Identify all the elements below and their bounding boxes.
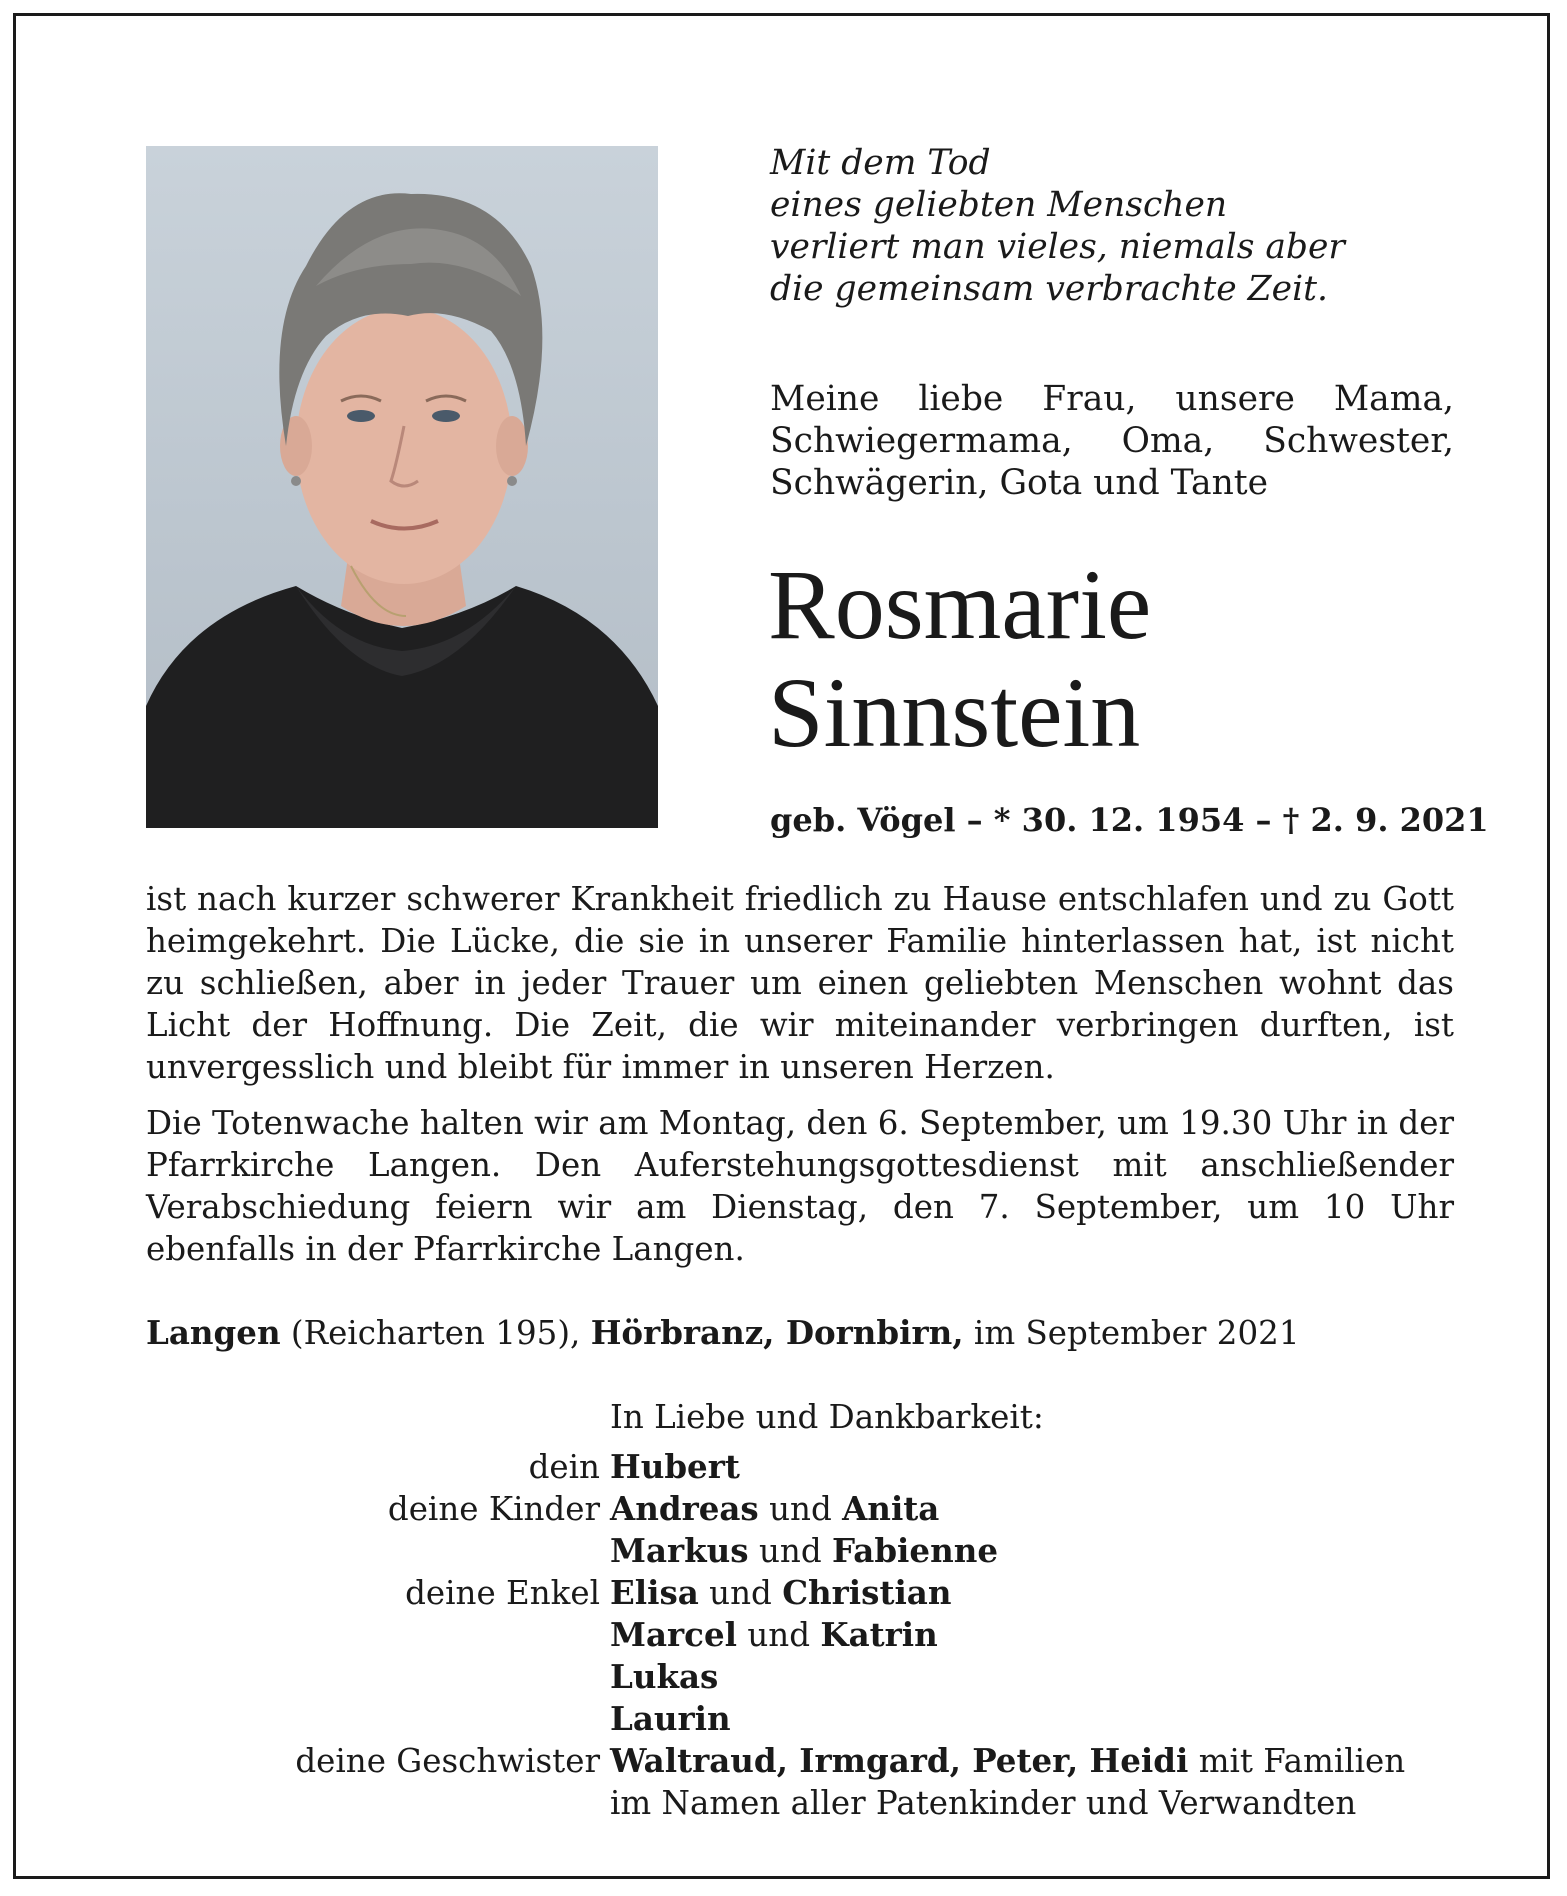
family-row — [146, 1488, 1466, 1530]
motto-line: Mit dem Tod — [770, 143, 991, 183]
family-role: deine Kinder — [387, 1490, 600, 1528]
family-row — [146, 1656, 1466, 1698]
first-name: Rosmarie — [768, 549, 1152, 660]
family-conjunction: und — [709, 1574, 772, 1612]
family-row — [146, 1530, 1466, 1572]
family-name: Waltraud, Irmgard, Peter, Heidi — [610, 1741, 1189, 1780]
family-name: Katrin — [820, 1615, 938, 1654]
deceased-name — [768, 551, 1151, 767]
family-conjunction: und — [747, 1616, 810, 1654]
motto-quote — [770, 142, 1470, 310]
life-dates: geb. Vögel – * 30. 12. 1954 – † 2. 9. 2021 — [770, 801, 1489, 839]
family-row — [146, 1782, 1466, 1824]
motto-line: eines geliebten Menschen — [770, 185, 1228, 225]
family-closing: im Namen aller Patenkinder und Verwandten — [610, 1784, 1357, 1822]
place-others: Hörbranz, Dornbirn, — [590, 1313, 964, 1352]
family-row — [146, 1614, 1466, 1656]
obituary-frame — [13, 13, 1550, 1879]
motto-line: die gemeinsam verbrachte Zeit. — [770, 269, 1328, 309]
family-name: Hubert — [610, 1447, 740, 1486]
motto-line: verliert man vieles, niemals aber — [770, 227, 1345, 267]
family-name: Laurin — [610, 1699, 731, 1738]
family-name: Christian — [782, 1573, 952, 1612]
thanks-heading: In Liebe und Dankbarkeit: — [610, 1398, 1044, 1436]
last-name: Sinnstein — [768, 657, 1141, 768]
family-role: dein — [528, 1448, 600, 1486]
family-name: Andreas — [610, 1489, 759, 1528]
family-name: Anita — [842, 1489, 940, 1528]
place-town: Langen — [146, 1313, 281, 1352]
family-role — [146, 1698, 610, 1740]
obituary-paragraph: ist nach kurzer schwerer Krankheit friedlich zu Hause entschlafen und zu Gott heimgekehrt. Die Lücke, die sie in unserer Familie hinterlassen hat, ist nicht zu schließen, aber in jeder Trauer um einen geliebten Menschen wohnt das Licht der Hoffnung. Die Zeit, die wir miteinander verbringen durften, ist unvergesslich und bleibt für immer in unseren Herzen. — [146, 880, 1454, 1086]
family-role: deine Enkel — [405, 1574, 600, 1612]
family-name: Fabienne — [831, 1531, 999, 1570]
family-list — [146, 1446, 1466, 1824]
family-role — [146, 1614, 610, 1656]
family-conjunction: mit Familien — [1198, 1742, 1406, 1780]
place-and-date — [146, 1312, 1300, 1354]
family-role — [146, 1530, 610, 1572]
family-row — [146, 1572, 1466, 1614]
family-conjunction: und — [769, 1490, 832, 1528]
funeral-details-paragraph: Die Totenwache halten wir am Montag, den 6. September, um 19.30 Uhr in der Pfarrkirche Langen. Den Auferstehungsgottesdienst mit anschließender Verabschiedung feiern wir am Dienstag, den 7. September, um 10 Uhr ebenfalls in der Pfarrkirche Langen. — [146, 1104, 1454, 1268]
family-role: deine Geschwister — [295, 1742, 600, 1780]
portrait-photo — [146, 146, 658, 828]
family-name: Marcel — [610, 1615, 737, 1654]
family-name: Lukas — [610, 1657, 719, 1696]
family-name: Elisa — [610, 1573, 699, 1612]
family-row — [146, 1698, 1466, 1740]
family-conjunction: und — [758, 1532, 822, 1570]
family-role — [146, 1656, 610, 1698]
family-role — [146, 1782, 610, 1824]
family-name: Markus — [610, 1531, 749, 1570]
family-row — [146, 1740, 1466, 1782]
place-date: im September 2021 — [973, 1314, 1300, 1352]
intro-text: Meine liebe Frau, unsere Mama, Schwiegermama, Oma, Schwester, Schwägerin, Gota und Tante — [770, 379, 1454, 503]
portrait-illustration — [146, 146, 658, 828]
family-row — [146, 1446, 1466, 1488]
place-address: (Reicharten 195), — [290, 1314, 581, 1352]
